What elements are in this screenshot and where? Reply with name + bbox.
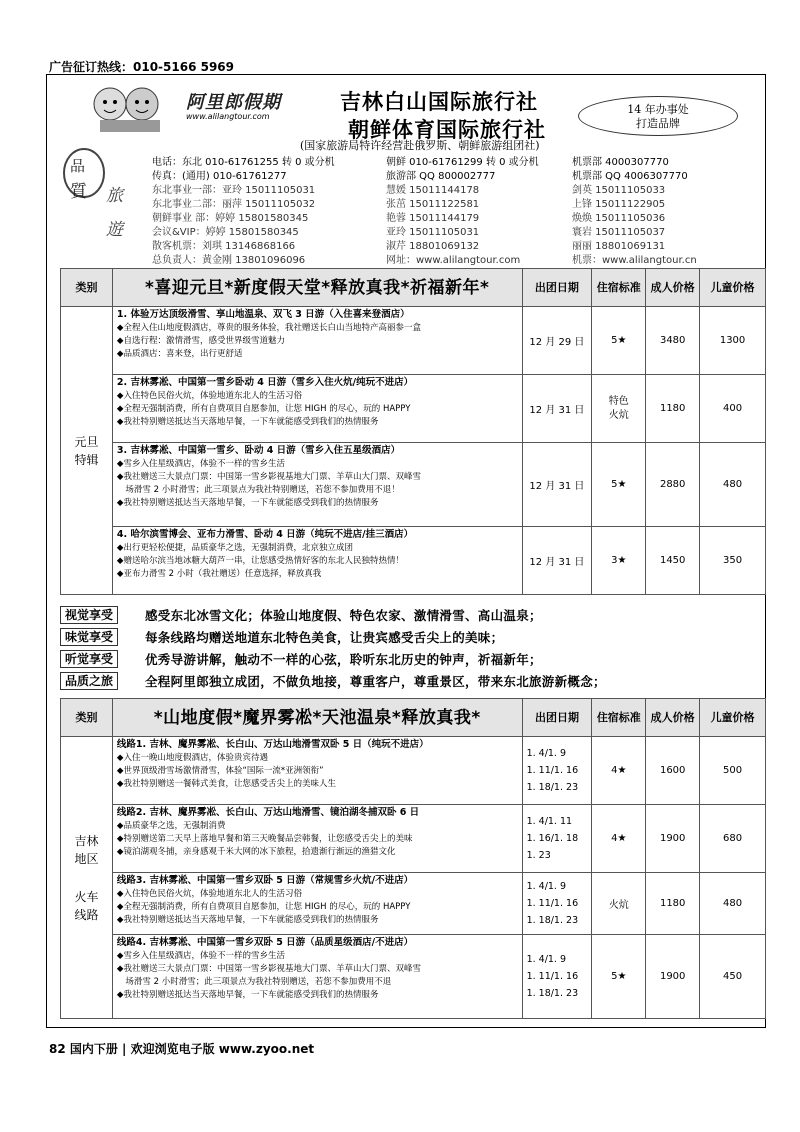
quality-seal (60, 141, 146, 259)
route-bullet: ◆亚布力滑雪 2 小时（我社赠送）任意选择，释放真我 (116, 569, 322, 579)
hotel-standard: 3★ (592, 527, 646, 595)
badge-line-1: 14 年办事处 (627, 103, 689, 116)
header-child: 儿童价格 (700, 699, 766, 737)
route-bullet: ◆全程无强制消费，所有自费项目自愿参加，让您 HIGH 的尽心，玩的 HAPPY (116, 404, 411, 414)
hotel-standard: 特色火炕 (592, 375, 646, 443)
table-row (61, 873, 766, 935)
departure-dates (522, 805, 592, 873)
date-item: 1. 11/1. 16 (526, 765, 579, 776)
route-cell (112, 935, 522, 1019)
route-title: 2. 吉林雾凇、中国第一雪乡卧动 4 日游（雪乡入住火炕/纯玩不进店） (116, 377, 414, 388)
route-bullet: ◆赠送哈尔滨当地冰糖大葫芦一串，让您感受热情好客的东北人民独特热情！ (116, 556, 404, 566)
route-bullet: ◆我社特别赠送抵达当天落地早餐，一下车就能感受到我们的热情服务 (116, 498, 379, 508)
route-bullet: ◆特别赠送第二天早上落地早餐和第三天晚餐品尝韩餐，让您感受舌尖上的美味 (116, 834, 413, 844)
route-bullet: 场滑雪 2 小时滑雪；此三项景点为我社特别赠送，若您不参加费用不退！ (116, 485, 400, 495)
route-bullet: ◆镜泊湖观冬捕，亲身感观千米大网的冰下旅程，拾遗渐行渐远的渔猎文化 (116, 847, 396, 857)
table-header (61, 699, 766, 737)
route-bullet: 场滑雪 2 小时滑雪；此三项景点为我社特别赠送，若您不参加费用不退 (116, 977, 392, 987)
header-category: 类别 (61, 269, 113, 307)
adult-price: 3480 (646, 307, 700, 375)
departure-dates (522, 935, 592, 1019)
category-label: 吉林地区 (74, 833, 99, 866)
header-hotel: 住宿标准 (592, 269, 646, 307)
child-price: 480 (700, 443, 766, 527)
departure-date: 12 月 29 日 (522, 307, 592, 375)
route-bullet: ◆我社特别赠送一餐韩式美食，让您感受舌尖上的美味人生 (116, 779, 336, 789)
staff-entry: 会议&VIP：婷婷 15801580345 (152, 227, 299, 238)
route-bullet: ◆我社特别赠送抵达当天落地早餐，一下车就能感受到我们的热情服务 (116, 990, 379, 1000)
hotel-standard: 5★ (592, 935, 646, 1019)
route-bullet: ◆我社赠送三大景点门票：中国第一雪乡影视基地大门票、羊草山大门票、双峰雪 (116, 964, 421, 974)
hotel-standard: 4★ (592, 805, 646, 873)
staff-entry: 朝鲜事业 部：婷婷 15801580345 (152, 213, 309, 224)
child-price: 680 (700, 805, 766, 873)
child-price: 400 (700, 375, 766, 443)
feature-label: 品质之旅 (60, 672, 118, 690)
staff-entry: 张茁 15011122581 (386, 199, 480, 210)
route-cell (112, 375, 522, 443)
route-bullet: ◆我社特别赠送抵达当天落地早餐，一下车就能感受到我们的热情服务 (116, 417, 379, 427)
child-price: 1300 (700, 307, 766, 375)
staff-entry: 亚玲 15011105031 (386, 227, 480, 238)
seal-graphic (60, 141, 146, 259)
route-title: 线路1. 吉林、魔界雾凇、长白山、万达山地滑雪双卧 5 日（纯玩不进店） (116, 739, 429, 750)
header-adult: 成人价格 (646, 699, 700, 737)
staff-entry: 丽丽 18801069131 (572, 241, 666, 252)
adult-price: 1600 (646, 737, 700, 805)
feature-text: 每条线路均赠送地道东北特色美食，让贵宾感受舌尖上的美味； (145, 630, 504, 645)
staff-entry: 剑英 15011105033 (572, 185, 666, 196)
staff-entry: 寰岩 15011105037 (572, 227, 666, 238)
feature-row (60, 670, 766, 692)
date-item: 1. 18/1. 23 (526, 988, 579, 999)
category-cell (61, 307, 113, 595)
table-row (61, 443, 766, 527)
route-bullet: ◆我社赠送三大景点门票：中国第一雪乡影视基地大门票、羊草山大门票、双峰雪 (116, 472, 421, 482)
adult-price: 1900 (646, 805, 700, 873)
child-price: 500 (700, 737, 766, 805)
header-date: 出团日期 (522, 699, 592, 737)
date-item: 1. 11/1. 16 (526, 898, 579, 909)
svg-text:品: 品 (70, 157, 86, 175)
header-date: 出团日期 (522, 269, 592, 307)
fax: 传真：(通用) 010-61761277 (152, 171, 287, 182)
route-cell (112, 527, 522, 595)
table-title: *山地度假*魔界雾凇*天池温泉*释放真我* (112, 699, 522, 737)
departure-date: 12 月 31 日 (522, 443, 592, 527)
feature-text: 优秀导游讲解，触动不一样的心弦，聆听东北历史的钟声，祈福新年； (145, 652, 542, 667)
adult-price: 1180 (646, 873, 700, 935)
staff-entry: 东北事业一部：亚玲 15011105031 (152, 185, 316, 196)
header-child: 儿童价格 (700, 269, 766, 307)
adult-price: 1900 (646, 935, 700, 1019)
route-cell (112, 737, 522, 805)
mascot-icon (82, 80, 182, 134)
route-bullet: ◆全程无强制消费，所有自费项目自愿参加，让您 HIGH 的尽心，玩的 HAPPY (116, 902, 411, 912)
route-cell (112, 307, 522, 375)
ticket-website-link[interactable]: 机票：www.alilangtour.cn (572, 255, 697, 266)
table-row (61, 527, 766, 595)
route-bullet: ◆自选行程：激情滑雪，感受世界级雪道魅力 (116, 336, 285, 346)
route-bullet: ◆世界顶级滑雪场激情滑雪，体验“国际一流*亚洲领衔” (116, 766, 324, 776)
route-title: 线路4. 吉林雾凇、中国第一雪乡双卧 5 日游（品质星级酒店/不进店） (116, 937, 414, 948)
date-item: 1. 4/1. 11 (526, 816, 573, 827)
date-item: 1. 18/1. 23 (526, 915, 579, 926)
table-row (61, 737, 766, 805)
date-item: 1. 18/1. 23 (526, 782, 579, 793)
feature-label: 味觉享受 (60, 628, 118, 646)
hotel-standard: 火炕 (592, 873, 646, 935)
table-header (61, 269, 766, 307)
child-price: 350 (700, 527, 766, 595)
badge-line-2: 打造品牌 (636, 117, 680, 130)
staff-entry: 散客机票：刘琪 13146868166 (152, 241, 296, 252)
phone-korea: 朝鲜 010-61761299 转 0 或分机 (386, 157, 539, 168)
route-title: 线路2. 吉林、魔界雾凇、长白山、万达山地滑雪、镜泊湖冬捕双卧 6 日 (116, 807, 420, 818)
departure-date: 12 月 31 日 (522, 375, 592, 443)
hotel-standard: 4★ (592, 737, 646, 805)
route-bullet: ◆品质豪华之选，无强制消费 (116, 821, 226, 831)
staff-entry: 总负责人：黄金刚 13801096096 (152, 255, 306, 266)
category-cell (61, 737, 113, 1019)
feature-row (60, 626, 766, 648)
route-bullet: ◆入住特色民俗火炕，体验地道东北人的生活习俗 (116, 889, 302, 899)
feature-text: 全程阿里郎独立成团，不做负地接，尊重客户，尊重景区，带来东北旅游新概念； (145, 674, 606, 689)
adult-price: 1450 (646, 527, 700, 595)
route-title: 线路3. 吉林雾凇、中国第一雪乡双卧 5 日游（常规雪乡火炕/不进店） (116, 875, 414, 886)
ad-hotline: 广告征订热线：010-5166 5969 (49, 60, 235, 74)
hotel-standard: 5★ (592, 443, 646, 527)
svg-text:遊: 遊 (106, 220, 123, 240)
website-link[interactable]: 网址：www.alilangtour.com (386, 255, 521, 266)
table-row (61, 935, 766, 1019)
route-bullet: ◆全程入住山地度假酒店，尊贵的服务体验，我社赠送长白山当地特产高丽参一盒 (116, 323, 421, 333)
date-item: 1. 4/1. 9 (526, 748, 567, 759)
date-item: 1. 16/1. 18 (526, 833, 579, 844)
table-row (61, 805, 766, 873)
qq-travel: 旅游部 QQ 800002777 (386, 171, 496, 182)
route-title: 3. 吉林雾凇、中国第一雪乡、卧动 4 日游（雪乡入住五星级酒店） (116, 445, 401, 456)
route-bullet: ◆入住一晚山地度假酒店，体验贵宾待遇 (116, 753, 268, 763)
feature-band (60, 604, 766, 692)
table-row (61, 375, 766, 443)
route-bullet: ◆我社特别赠送抵达当天落地早餐，一下车就能感受到我们的热情服务 (116, 915, 379, 925)
license-note: (国家旅游局特许经营赴俄罗斯、朝鲜旅游组团社) (300, 139, 540, 152)
category-label: 火车线路 (74, 889, 99, 922)
route-bullet: ◆品质酒店：喜来登，出行更舒适 (116, 349, 243, 359)
feature-label: 听觉享受 (60, 650, 118, 668)
office-badge (578, 96, 738, 136)
route-title: 1. 体验万达顶级滑雪、享山地温泉、双飞 3 日游（入住喜来登酒店） (116, 309, 410, 320)
qq-ticket: 机票部 QQ 4006307770 (572, 171, 688, 182)
adult-price: 2880 (646, 443, 700, 527)
route-bullet: ◆出行更轻松便捷，品质豪华之选，无强制消费，北京独立成团 (116, 543, 353, 553)
date-item: 1. 23 (526, 850, 551, 861)
staff-entry: 焕焕 15011105036 (572, 213, 666, 224)
date-item: 1. 4/1. 9 (526, 954, 567, 965)
departure-dates (522, 737, 592, 805)
hotel-standard: 5★ (592, 307, 646, 375)
table-row (61, 307, 766, 375)
route-bullet: ◆雪乡入住星级酒店，体验不一样的雪乡生活 (116, 459, 285, 469)
phone-ticket: 机票部 4000307770 (572, 157, 669, 168)
logo-brand-name: 阿里郎假期 (186, 92, 281, 113)
route-bullet: ◆入住特色民俗火炕，体验地道东北人的生活习俗 (116, 391, 302, 401)
adult-price: 1180 (646, 375, 700, 443)
staff-entry: 东北事业二部：丽萍 15011105032 (152, 199, 316, 210)
route-title: 4. 哈尔滨雪博会、亚布力滑雪、卧动 4 日游（纯玩不进店/挂三酒店） (116, 529, 414, 540)
header-hotel: 住宿标准 (592, 699, 646, 737)
date-item: 1. 11/1. 16 (526, 971, 579, 982)
route-cell (112, 805, 522, 873)
header-adult: 成人价格 (646, 269, 700, 307)
date-item: 1. 4/1. 9 (526, 881, 567, 892)
phone-main: 电话：东北 010-61761255 转 0 或分机 (152, 157, 335, 168)
feature-row (60, 648, 766, 670)
staff-entry: 上锋 15011122905 (572, 199, 666, 210)
agency-name-2: 朝鲜体育国际旅行社 (348, 117, 546, 142)
departure-date: 12 月 31 日 (522, 527, 592, 595)
staff-entry: 淑芹 18801069132 (386, 241, 480, 252)
route-bullet: ◆雪乡入住星级酒店，体验不一样的雪乡生活 (116, 951, 285, 961)
page-footer: 82 国内下册 | 欢迎浏览电子版 www.zyoo.net (49, 1042, 315, 1056)
child-price: 450 (700, 935, 766, 1019)
svg-text:旅: 旅 (106, 186, 123, 206)
route-cell (112, 443, 522, 527)
departure-dates (522, 873, 592, 935)
agency-name-1: 吉林白山国际旅行社 (340, 89, 538, 114)
contact-phones (152, 156, 712, 184)
category-label: 元旦特辑 (74, 434, 99, 467)
staff-directory (152, 184, 722, 268)
staff-entry: 艳蓉 15011144179 (386, 213, 480, 224)
svg-text:質: 質 (70, 182, 87, 202)
feature-row (60, 604, 766, 626)
header-category: 类别 (61, 699, 113, 737)
feature-label: 视觉享受 (60, 606, 118, 624)
route-cell (112, 873, 522, 935)
jilin-table (60, 698, 766, 1019)
logo-url: www.alilangtour.com (186, 112, 270, 121)
feature-text: 感受东北冰雪文化；体验山地度假、特色农家、激情滑雪、高山温泉； (145, 608, 542, 623)
new-year-table (60, 268, 766, 595)
child-price: 480 (700, 873, 766, 935)
table-title: *喜迎元旦*新度假天堂*释放真我*祈福新年* (112, 269, 522, 307)
staff-entry: 慧媛 15011144178 (386, 185, 480, 196)
